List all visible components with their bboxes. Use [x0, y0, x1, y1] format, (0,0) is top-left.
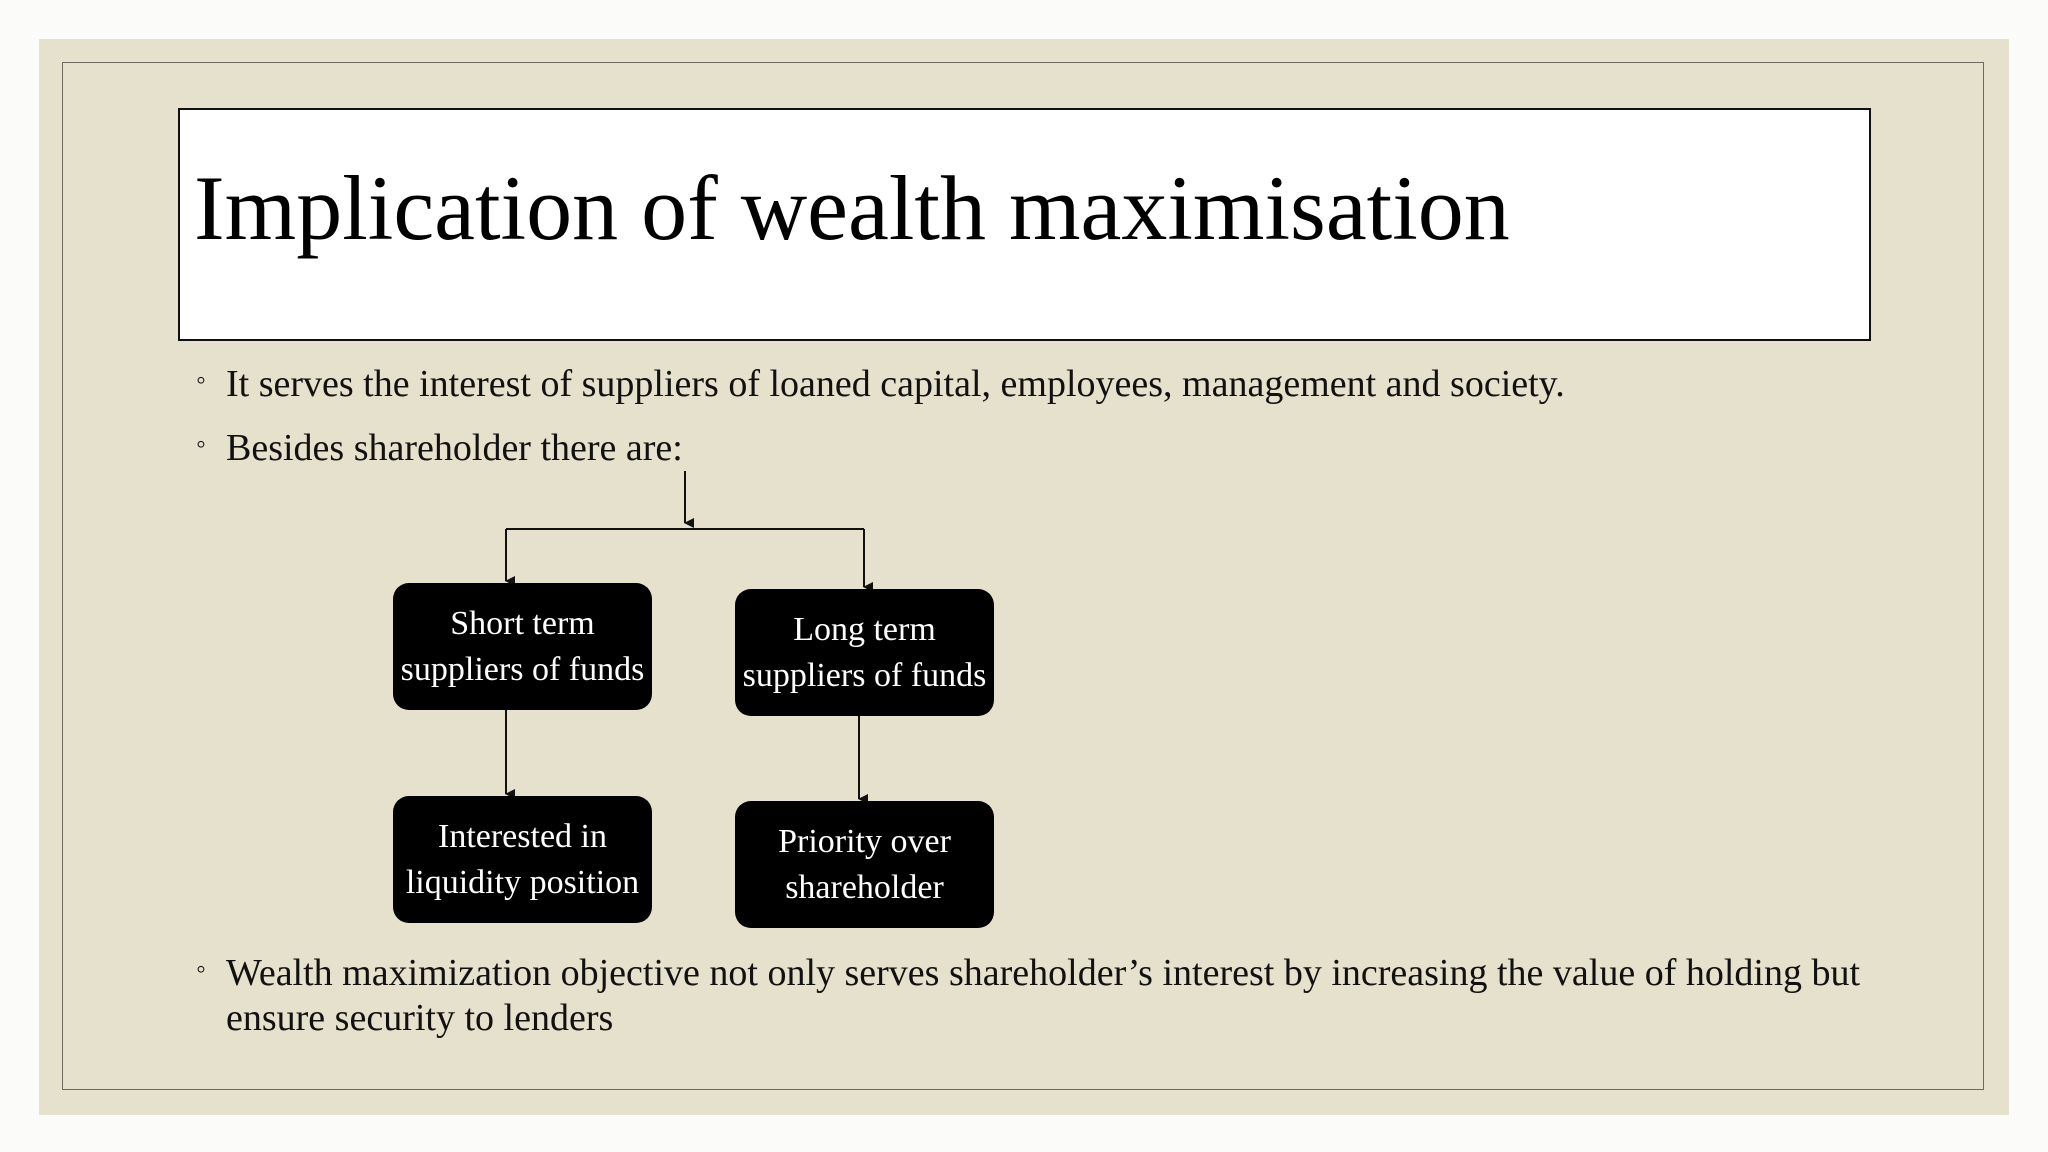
title-box [178, 108, 1871, 341]
bullet-marker: ◦ [196, 429, 206, 460]
bullet-item [196, 951, 1866, 1041]
bullet-item [196, 426, 1226, 471]
bullet-text: It serves the interest of suppliers of loaned capital, employees, management and society. [226, 363, 1565, 405]
node-label: Interested in liquidity position [405, 817, 640, 901]
node-priority-over-shareholder [735, 801, 994, 928]
bullet-marker: ◦ [196, 365, 206, 396]
node-short-term-suppliers [393, 583, 652, 710]
node-label: Priority over shareholder [778, 822, 951, 906]
node-long-term-suppliers [735, 589, 994, 716]
bullet-text: Wealth maximization objective not only serves shareholder’s interest by increasing the value of holding but ensure security to lenders [226, 952, 1861, 1039]
slide [39, 39, 2009, 1115]
bullet-text: Besides shareholder there are: [226, 427, 683, 469]
bullet-item [196, 362, 1826, 407]
bullet-marker: ◦ [196, 954, 206, 985]
slide-title: Implication of wealth maximisation [194, 157, 1510, 259]
node-label: Long term suppliers of funds [742, 610, 987, 694]
node-interested-in-liquidity [393, 796, 652, 923]
node-label: Short term suppliers of funds [400, 604, 645, 688]
